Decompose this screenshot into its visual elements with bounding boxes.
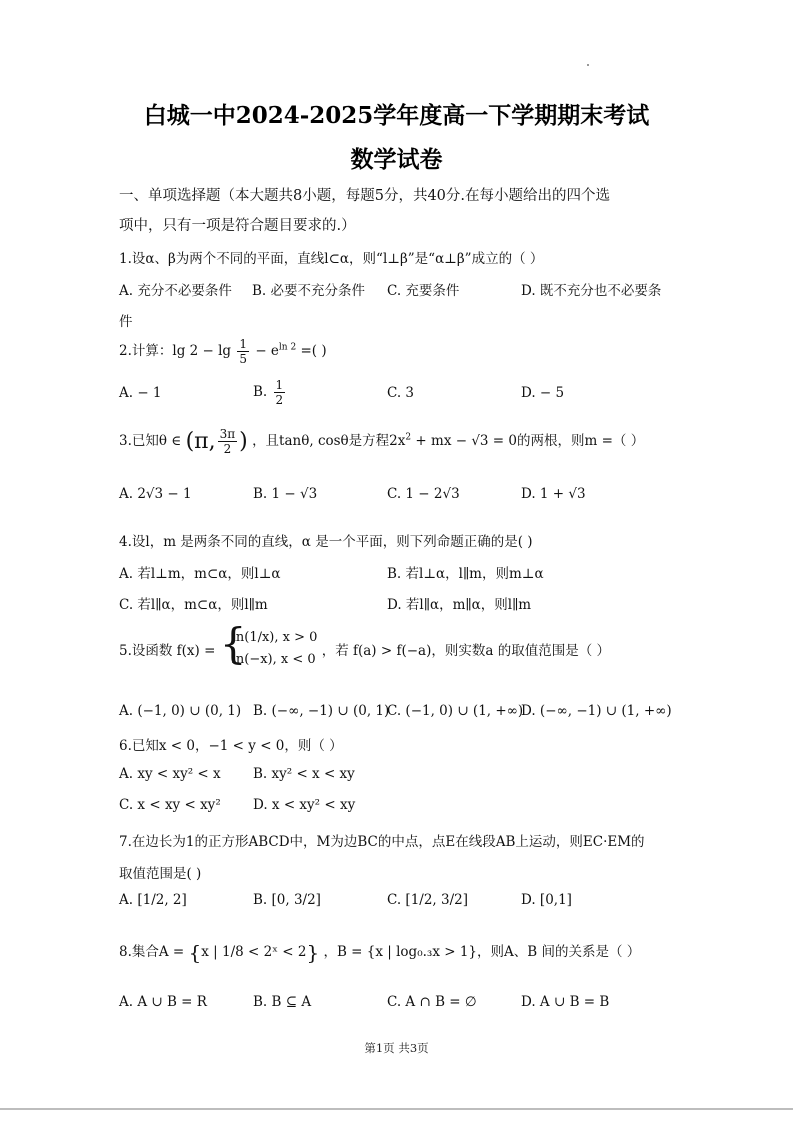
q7-option-b: B. [0, 3/2]: [253, 892, 321, 908]
q4-option-c: C. 若l∥α，m⊂α，则l∥m: [119, 597, 268, 613]
q2-stem: [119, 338, 327, 365]
q3-interval-open: (π,: [185, 429, 216, 454]
q4-option-d: D. 若l∥α，m∥α，则l∥m: [387, 597, 532, 613]
q1-option-c: C. 充要条件: [387, 283, 460, 299]
q2-option-a: A. − 1: [119, 385, 162, 401]
q5-suffix: ，若 f(a) > f(−a)，则实数a 的取值范围是（ ）: [321, 643, 610, 659]
q5-brace: {: [219, 619, 247, 668]
q2-suffix-a: − e: [255, 343, 279, 359]
q5-stem: [119, 619, 610, 671]
q2-fraction-den: 5: [239, 352, 248, 366]
q1-option-d-wrap: 件: [119, 314, 133, 330]
q3-interval-den: 2: [223, 442, 232, 456]
q7-stem-line2: 取值范围是( ): [119, 866, 202, 882]
q8-option-a: A. A ∪ B = R: [119, 994, 207, 1010]
q3-middle: ，且tanθ, cosθ是方程2x: [252, 433, 406, 449]
q2-option-b-den: 2: [275, 393, 284, 407]
q6-option-b: B. xy² < x < xy: [253, 766, 355, 782]
q1-option-b: B. 必要不充分条件: [252, 283, 366, 299]
q2-option-b-fraction: [274, 379, 286, 406]
q3-square: 2: [405, 432, 412, 443]
q2-suffix-b: =( ): [296, 343, 327, 359]
q2-option-d: D. − 5: [521, 385, 565, 401]
q2-fraction: [237, 338, 249, 365]
q5-option-b: B. (−∞, −1) ∪ (0, 1): [253, 703, 390, 719]
q3-option-a: A. 2√3 − 1: [119, 486, 192, 502]
q5-case-1: ln(1/x), x > 0: [231, 630, 318, 645]
q5-option-c: C. (−1, 0) ∪ (1, +∞): [387, 703, 524, 719]
q3-option-b: B. 1 − √3: [253, 486, 318, 502]
q5-option-a: A. (−1, 0) ∪ (0, 1): [119, 703, 242, 719]
q2-exponent: ln 2: [278, 342, 297, 353]
exam-title: 白城一中2024-2025学年度高一下学期期末考试: [143, 102, 650, 129]
q3-equation-rest: + mx − √3 = 0的两根，则m =（ ）: [411, 433, 645, 449]
q7-option-c: C. [1/2, 3/2]: [387, 892, 468, 908]
q1-option-a: A. 充分不必要条件: [119, 283, 232, 299]
q8-prefix: 8.集合A =: [119, 944, 185, 960]
q3-stem: [119, 428, 644, 455]
q8-set-a: x | 1/8 < 2ˣ < 2: [201, 944, 307, 960]
page-number: 第1页 共3页: [364, 1041, 429, 1055]
q8-brace-close: }: [306, 940, 320, 965]
q1-option-d: D. 既不充分也不必要条: [521, 283, 662, 299]
q7-option-a: A. [1/2, 2]: [119, 892, 187, 908]
q5-case-2: ln(−x), x < 0: [231, 652, 316, 667]
q2-option-b-num: 1: [275, 378, 284, 392]
q3-option-d: D. 1 + √3: [521, 486, 586, 502]
q6-option-d: D. x < xy² < xy: [253, 797, 356, 813]
scan-speck: [587, 64, 589, 66]
q4-option-b: B. 若l⊥α，l∥m，则m⊥α: [387, 566, 544, 582]
q2-fraction-num: 1: [239, 337, 248, 351]
section-heading-line1: 一、单项选择题（本大题共8小题，每题5分，共40分.在每小题给出的四个选: [119, 188, 611, 204]
exam-subtitle: 数学试卷: [350, 146, 443, 173]
q3-interval-close: ): [239, 429, 248, 454]
section-heading-line2: 项中，只有一项是符合题目要求的.）: [119, 218, 356, 234]
q5-option-d: D. (−∞, −1) ∪ (1, +∞): [521, 703, 672, 719]
q2-option-b: [253, 379, 287, 406]
q8-stem: [119, 940, 640, 965]
q2-prefix: 2.计算：lg 2 − lg: [119, 343, 232, 359]
q2-option-b-label: B.: [253, 384, 268, 400]
q3-option-c: C. 1 − 2√3: [387, 486, 460, 502]
q8-option-d: D. A ∪ B = B: [521, 994, 610, 1010]
q6-option-c: C. x < xy < xy²: [119, 797, 221, 813]
q6-stem: 6.已知x < 0，−1 < y < 0，则（ ）: [119, 738, 343, 754]
q8-option-b: B. B ⊆ A: [253, 994, 312, 1010]
bottom-rule: [0, 1108, 793, 1110]
q6-option-a: A. xy < xy² < x: [119, 766, 221, 782]
q7-option-d: D. [0,1]: [521, 892, 572, 908]
q4-stem: 4.设l，m 是两条不同的直线，α 是一个平面，则下列命题正确的是( ): [119, 534, 533, 550]
q5-prefix: 5.设函数 f(x) =: [119, 643, 216, 659]
q2-option-c: C. 3: [387, 385, 415, 401]
q4-option-a: A. 若l⊥m，m⊂α，则l⊥α: [119, 566, 281, 582]
q1-stem: 1.设α、β为两个不同的平面，直线l⊂α，则“l⊥β”是“α⊥β”成立的（ ）: [119, 251, 544, 267]
q3-prefix: 3.已知θ ∈: [119, 433, 182, 449]
q7-stem-line1: 7.在边长为1的正方形ABCD中，M为边BC的中点，点E在线段AB上运动，则EC·EM的: [119, 834, 645, 850]
q3-interval-num: 3π: [219, 427, 236, 441]
q3-interval-fraction: [218, 428, 238, 455]
q8-option-c: C. A ∩ B = ∅: [387, 994, 477, 1010]
q5-piecewise: [219, 619, 318, 671]
q8-brace-open: {: [188, 940, 202, 965]
q8-middle: ，B = {x | log₀.₃x > 1}，则A、B 间的关系是（ ）: [323, 944, 641, 960]
